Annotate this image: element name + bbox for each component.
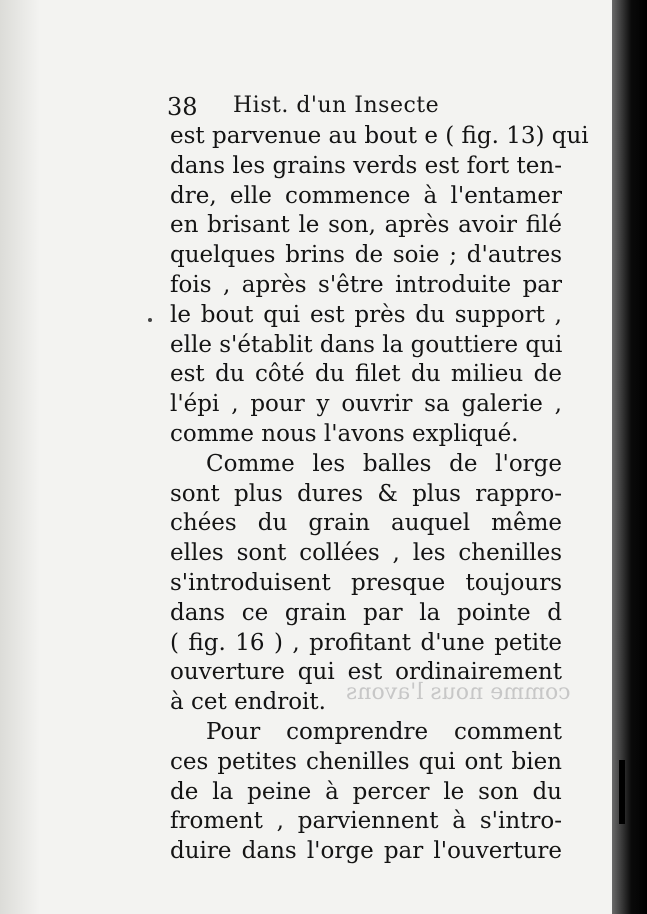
text-line: sont plus dures & plus rappro-	[170, 480, 562, 507]
text-line: ces petites chenilles qui ont bien	[170, 748, 562, 775]
text-line: l'épi , pour y ouvrir sa galerie ,	[170, 391, 562, 418]
text-line: s'introduisent presque toujours	[170, 569, 562, 596]
text-line: dans les grains verds est fort ten-	[170, 152, 562, 179]
text-line: est du côté du filet du milieu de	[170, 361, 562, 388]
text-line: dans ce grain par la pointe d	[170, 599, 562, 626]
text-line: dre, elle commence à l'entamer	[170, 182, 562, 209]
running-title: Hist. d'un Insecte	[233, 93, 440, 118]
bleed-through-text: comme nous l'avons	[346, 680, 571, 705]
text-line: fois , après s'être introduite par	[170, 271, 562, 298]
scan-dark-edge	[612, 0, 647, 914]
text-line: le bout qui est près du support ,	[170, 301, 562, 328]
scan-edge-notch	[619, 760, 625, 824]
page-gutter-shadow	[0, 0, 40, 914]
page-number: 38	[167, 93, 198, 121]
text-line: à cet endroit.	[170, 689, 326, 716]
text-line: est parvenue au bout e ( fig. 13) qui	[170, 123, 589, 149]
text-line: ( fig. 16 ) , profitant d'une petite	[170, 629, 562, 656]
text-line: Comme les balles de l'orge	[206, 450, 562, 477]
text-line: de la peine à percer le son du	[170, 778, 562, 805]
text-line: en brisant le son, après avoir filé	[170, 212, 562, 239]
text-line: chées du grain auquel même	[170, 510, 562, 537]
text-line: ouverture qui est ordinairement	[170, 659, 562, 686]
text-line: froment , parviennent à s'intro-	[170, 808, 562, 835]
text-line: duire dans l'orge par l'ouverture	[170, 838, 562, 865]
text-line: Pour comprendre comment	[206, 718, 562, 745]
text-line: quelques brins de soie ; d'autres	[170, 242, 562, 269]
text-line: elles sont collées , les chenilles	[170, 540, 562, 567]
text-line: comme nous l'avons expliqué.	[170, 420, 519, 447]
text-line: elle s'établit dans la gouttiere qui	[170, 331, 563, 358]
body-text	[170, 122, 589, 867]
running-header	[167, 93, 567, 123]
ink-speck	[148, 318, 152, 322]
